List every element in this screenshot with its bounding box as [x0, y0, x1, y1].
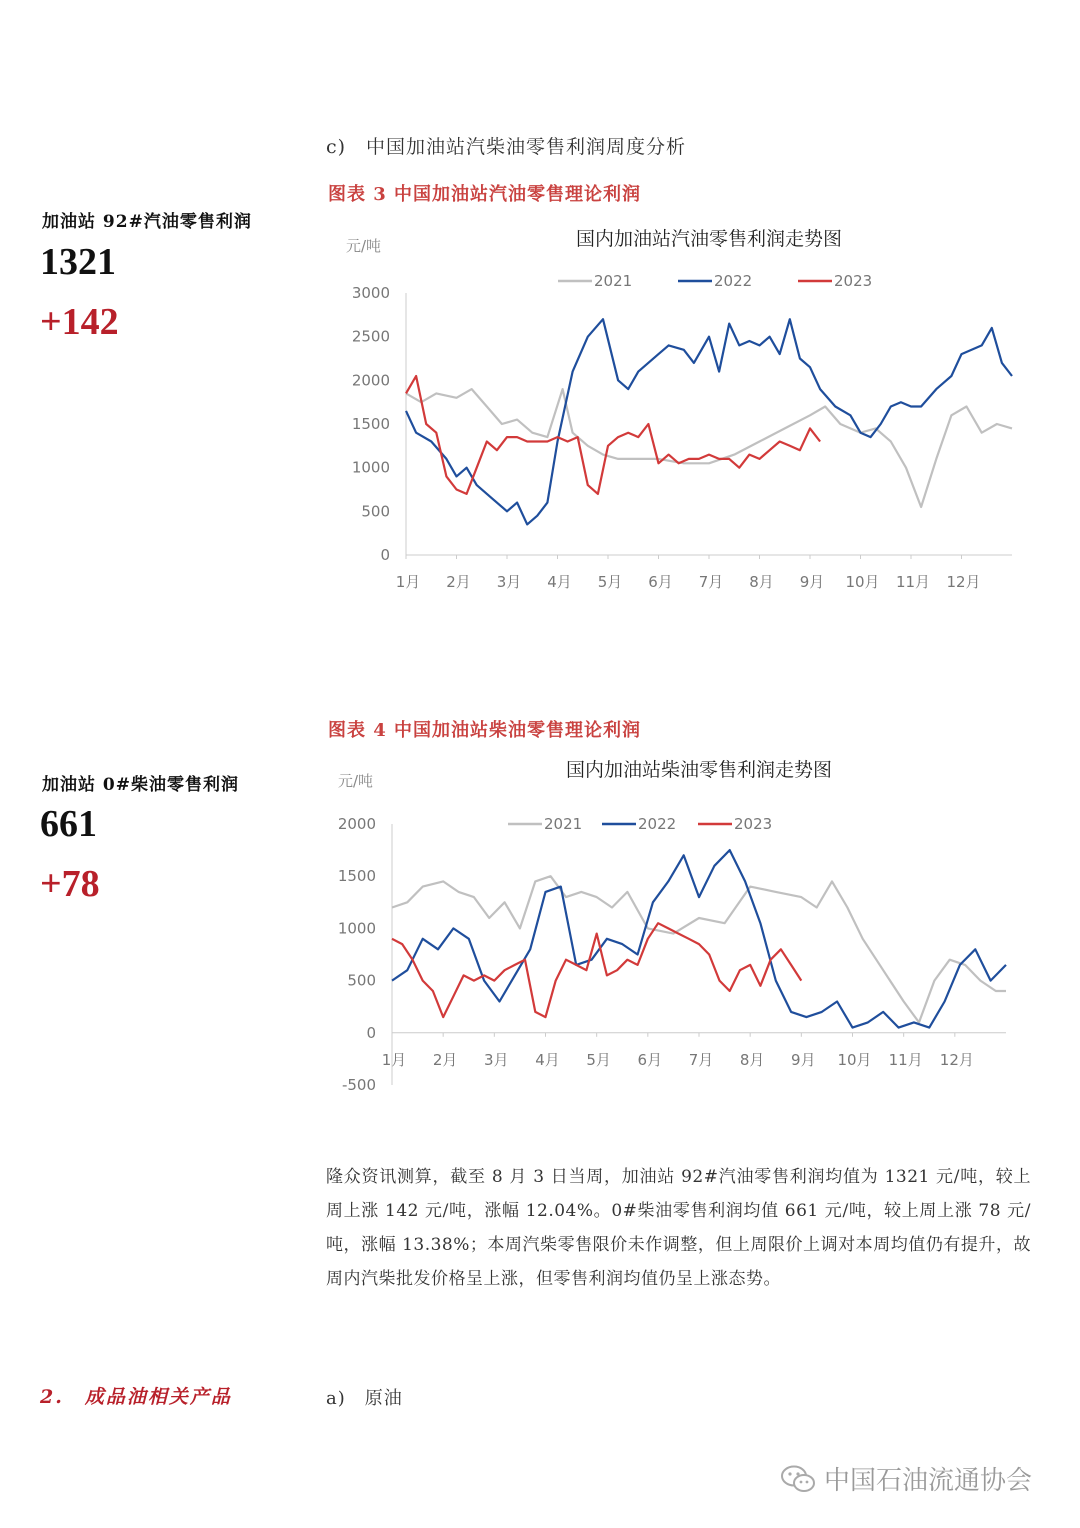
- y-tick-label: -500: [341, 1076, 376, 1094]
- y-tick-label: 1000: [337, 919, 376, 938]
- diesel-chart: [320, 748, 1030, 1107]
- x-tick-label: 6月: [637, 1050, 663, 1069]
- series-line-2023: [392, 923, 801, 1017]
- gasoline-side-label: 加油站 92#汽油零售利润: [42, 212, 252, 232]
- legend-label-2022: 2022: [638, 815, 677, 833]
- y-tick-label: 1500: [351, 415, 390, 433]
- y-tick-label: 2500: [351, 327, 390, 346]
- y-axis-unit: 元/吨: [338, 772, 374, 790]
- y-axis-unit: 元/吨: [346, 237, 382, 255]
- x-tick-label: 4月: [535, 1050, 560, 1069]
- x-tick-label: 1月: [395, 573, 421, 591]
- gasoline-side-change: +142: [40, 301, 119, 343]
- y-tick-label: 3000: [351, 284, 390, 302]
- x-tick-label: 9月: [791, 1050, 816, 1069]
- legend-label-2023: 2023: [834, 272, 873, 290]
- y-tick-label: 0: [366, 1023, 376, 1042]
- diesel-side-value: 661: [40, 803, 97, 845]
- x-tick-label: 9月: [799, 573, 825, 591]
- x-tick-label: 8月: [739, 1050, 765, 1069]
- x-tick-label: 10月: [845, 573, 880, 591]
- diesel-side-label: 加油站 0#柴油零售利润: [42, 775, 239, 795]
- legend-label-2021: 2021: [594, 272, 633, 290]
- diesel-side-change: +78: [40, 863, 100, 905]
- x-tick-label: 7月: [698, 573, 724, 591]
- figure-4-title: 图表 4 中国加油站柴油零售理论利润: [328, 720, 642, 741]
- x-tick-label: 6月: [648, 573, 673, 591]
- y-tick-label: 500: [347, 971, 376, 990]
- x-tick-label: 8月: [749, 573, 774, 591]
- section-2a-heading: a) 原油: [326, 1388, 403, 1409]
- gasoline-chart-svg: [320, 215, 1030, 605]
- y-tick-label: 1000: [351, 458, 390, 477]
- y-tick-label: 0: [380, 546, 390, 564]
- x-tick-label: 7月: [688, 1050, 714, 1069]
- legend-label-2021: 2021: [544, 815, 583, 833]
- x-tick-label: 11月: [888, 1050, 923, 1069]
- series-line-2022: [392, 850, 1006, 1028]
- section-c-heading: c) 中国加油站汽柴油零售利润周度分析: [326, 136, 687, 158]
- x-tick-label: 5月: [586, 1050, 611, 1069]
- watermark-text: 中国石油流通协会: [824, 1466, 1033, 1496]
- wechat-icon: [780, 1464, 816, 1494]
- gasoline-side-value: 1321: [40, 241, 116, 283]
- x-tick-label: 2月: [432, 1050, 458, 1069]
- section-2-heading: 2. 成品油相关产品: [40, 1386, 232, 1408]
- x-tick-label: 11月: [895, 573, 931, 591]
- figure-3-title: 图表 3 中国加油站汽油零售理论利润: [328, 184, 642, 205]
- x-tick-label: 2月: [446, 573, 471, 591]
- diesel-chart-svg: [320, 748, 1030, 1103]
- series-line-2022: [406, 319, 1012, 524]
- x-tick-label: 3月: [496, 573, 522, 591]
- x-tick-label: 12月: [946, 573, 981, 591]
- y-tick-label: 2000: [337, 815, 376, 833]
- x-tick-label: 4月: [547, 573, 572, 591]
- x-tick-label: 12月: [939, 1050, 974, 1069]
- y-tick-label: 500: [361, 502, 390, 521]
- y-tick-label: 2000: [351, 371, 390, 390]
- analysis-paragraph: 隆众资讯测算，截至 8 月 3 日当周，加油站 92#汽油零售利润均值为 1321 元/吨，较上周上涨 142 元/吨，涨幅 12.04%。0#柴油零售利润均值 661 元/吨，较上周上涨 78 元/吨，涨幅 13.38%；本周汽柴零售限价未作调整，但上周限价上调对本周均值仍有提升，故周内汽柴批发价格呈上涨，但零售利润均值仍呈上涨态势。: [326, 1167, 1031, 1289]
- x-tick-label: 3月: [484, 1050, 509, 1069]
- legend-label-2022: 2022: [714, 272, 753, 290]
- x-tick-label: 1月: [381, 1050, 407, 1069]
- chart-title: 国内加油站柴油零售利润走势图: [565, 759, 833, 781]
- watermark: [780, 1460, 1032, 1497]
- legend-label-2023: 2023: [734, 815, 773, 833]
- x-tick-label: 5月: [597, 573, 623, 591]
- x-tick-label: 10月: [837, 1050, 872, 1069]
- y-tick-label: 1500: [337, 867, 376, 886]
- gasoline-chart: [320, 215, 1030, 609]
- series-line-2023: [406, 376, 820, 494]
- chart-title: 国内加油站汽油零售利润走势图: [575, 228, 843, 250]
